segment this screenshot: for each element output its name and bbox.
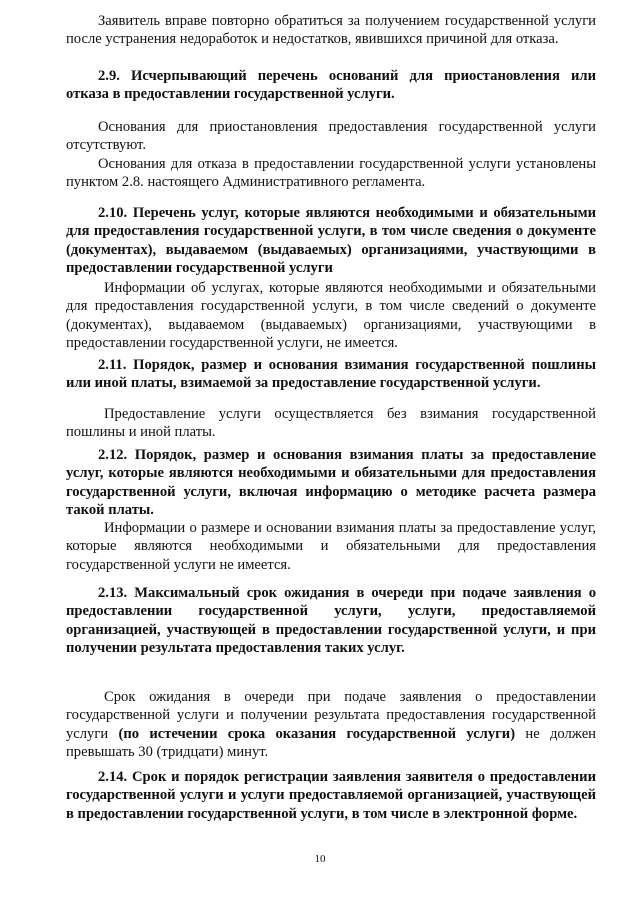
paragraph-no-fee: Предоставление услуги осуществляется без взимания государственной пошлины и иной платы. <box>66 406 596 441</box>
paragraph-waiting-time <box>66 688 596 762</box>
paragraph-refusal-grounds: Основания для отказа в предоставлении государственной услуги установлены пунктом 2.8. настоящего Административного регламента. <box>66 156 596 191</box>
heading-2-13: 2.13. Максимальный срок ожидания в очереди при подаче заявления о предоставлении государственной услуги, услуги, предоставляемой организацией, участвующей в предоставлении государственной услуги, и при получении результата предоставления таких услуг. <box>66 585 596 657</box>
waiting-time-text-end: не должен превышать 30 (тридцати) минут. <box>66 725 596 761</box>
paragraph-no-fee-info: Информации о размере и основании взимания платы за предоставление услуг, которые являются необходимыми и обязательными для предоставления государственной услуги не имеется. <box>66 520 596 573</box>
heading-2-10: 2.10. Перечень услуг, которые являются необходимыми и обязательными для предоставления государственной услуги, в том числе сведения о документе (документах), выдаваемом (выдаваемых) организациями, участвующими в предоставлении государственной услуги <box>66 205 596 277</box>
paragraph-no-suspension-grounds: Основания для приостановления предоставления государственной услуги отсутствуют. <box>66 119 596 154</box>
page-number: 10 <box>314 853 326 865</box>
heading-2-12: 2.12. Порядок, размер и основания взимания платы за предоставление услуг, которые являются необходимыми и обязательными для предоставления государственной услуги, включая информацию о методике расчета размера такой платы. <box>66 447 596 519</box>
heading-2-14: 2.14. Срок и порядок регистрации заявления заявителя о предоставлении государственной услуги и услуги предоставляемой организацией, участвующей в предоставлении государственной услуги, в том числе в электронной форме. <box>66 769 596 822</box>
paragraph-no-services-info: Информации об услугах, которые являются необходимыми и обязательными для предоставления государственной услуги, в том числе сведений о документе (документах), выдаваемом (выдаваемых) организациями, участвующими в предоставлении государственной услуги, не имеется. <box>66 280 596 352</box>
paragraph-refusal-reapply: Заявитель вправе повторно обратиться за получением государственной услуги после устранения недоработок и недостатков, явившихся причиной для отказа. <box>66 13 596 48</box>
heading-2-11: 2.11. Порядок, размер и основания взимания государственной пошлины или иной платы, взимаемой за предоставление государственной услуги. <box>66 357 596 392</box>
waiting-time-text-bold: (по истечении срока оказания государственной услуги) <box>118 725 516 742</box>
heading-2-9: 2.9. Исчерпывающий перечень оснований для приостановления или отказа в предоставлении государственной услуги. <box>66 68 596 103</box>
waiting-time-text-start: Срок ожидания в очереди при подаче заявления о предоставлении государственной услуги и получении результата предоставления государственной услуги <box>66 689 596 742</box>
